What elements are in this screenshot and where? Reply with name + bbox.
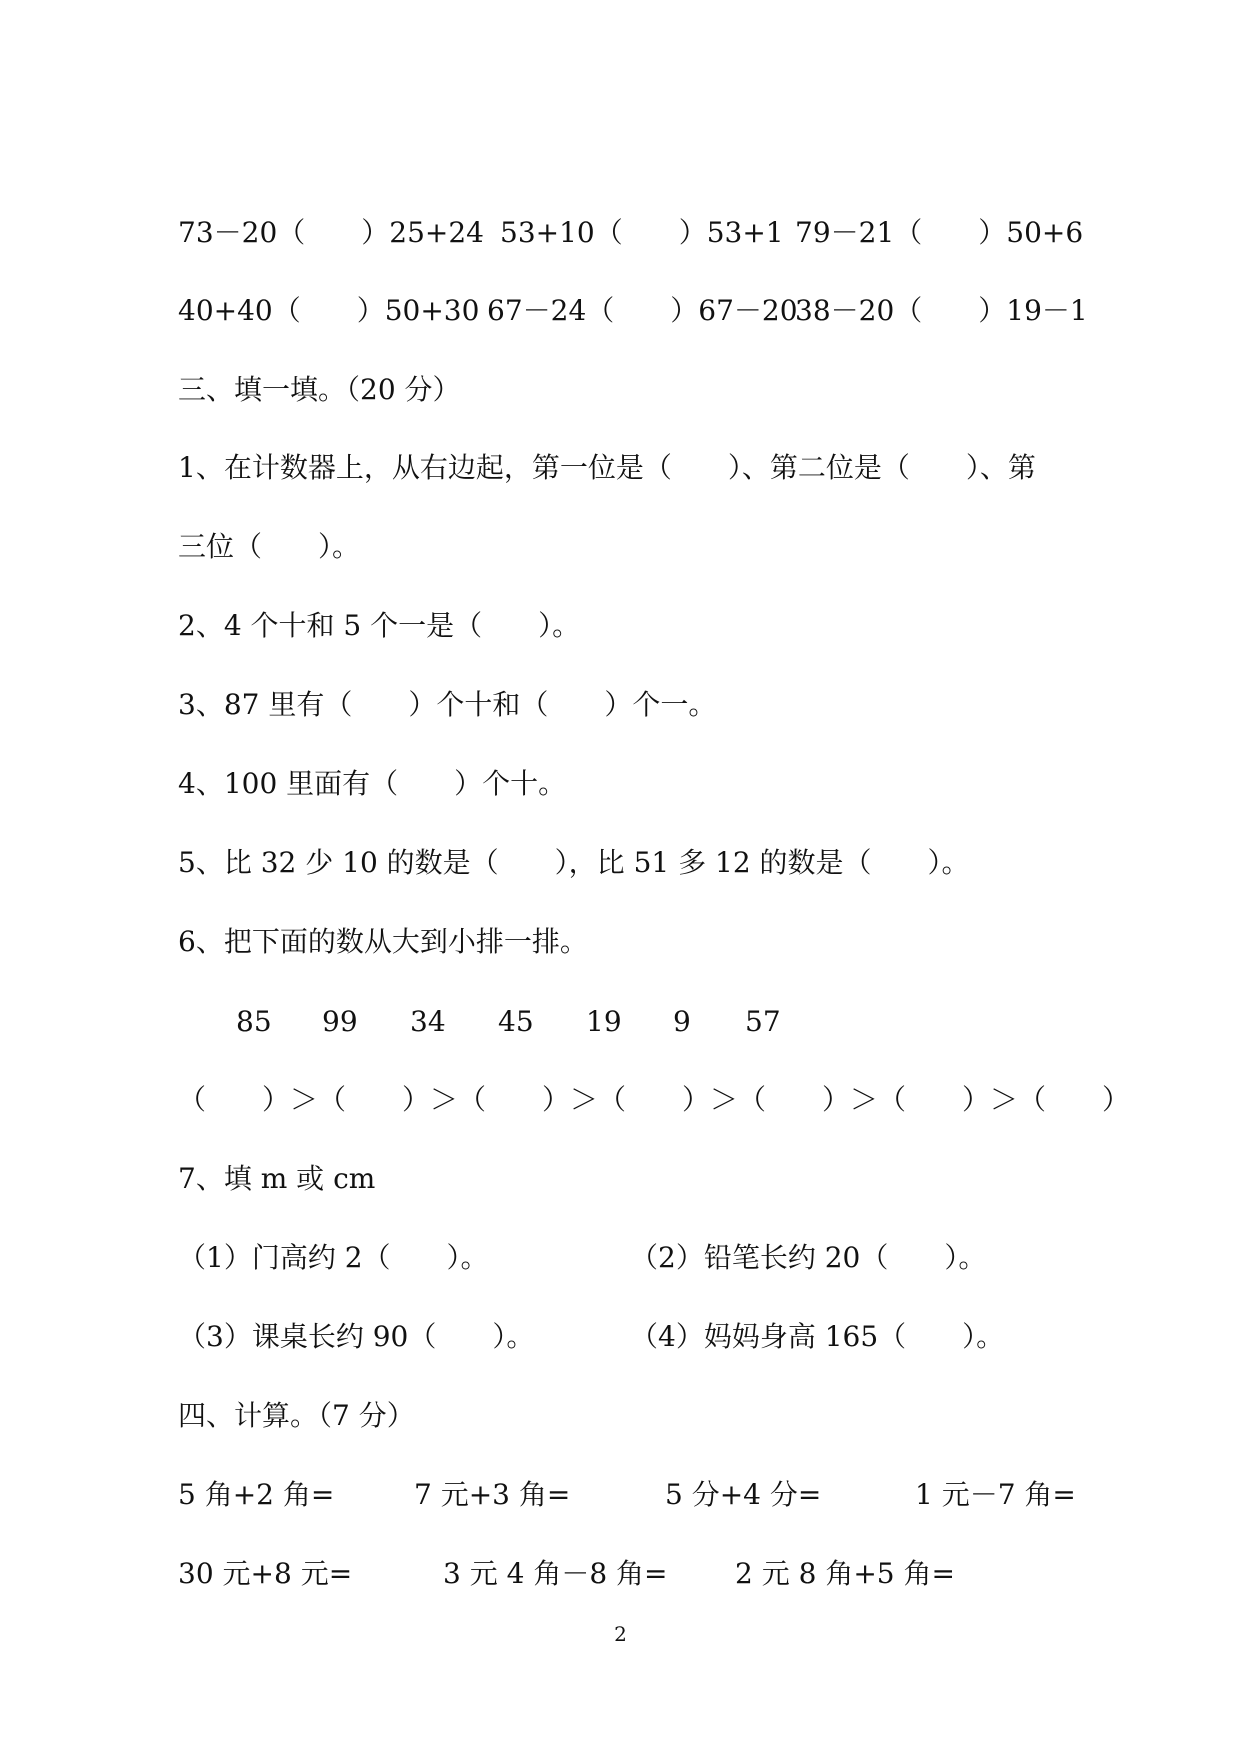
calc-item: 5 分+4 分= [665,1478,822,1511]
question-7-item: （2）铅笔长约 20（ ）。 [630,1241,987,1274]
compare-item: 40+40（ ）50+30 [178,294,480,327]
number-item: 34 [410,1005,446,1038]
question-4: 4、100 里面有（ ）个十。 [178,767,567,800]
question-2: 2、4 个十和 5 个一是（ ）。 [178,609,581,642]
question-6: 6、把下面的数从大到小排一排。 [178,925,588,958]
question-7-item: （4）妈妈身高 165（ ）。 [630,1320,1005,1353]
section-3-heading: 三、填一填。（20 分） [178,373,461,406]
section-4-heading: 四、计算。（7 分） [178,1399,415,1432]
question-3: 3、87 里有（ ）个十和（ ）个一。 [178,688,717,721]
compare-item: 79－21（ ）50+6 [795,216,1084,249]
number-item: 19 [586,1005,622,1038]
compare-item: 67－24（ ）67－20 [487,294,798,327]
compare-item: 53+10（ ）53+1 [500,216,784,249]
number-item: 85 [236,1005,272,1038]
number-item: 57 [745,1005,781,1038]
question-7-item: （3）课桌长约 90（ ）。 [178,1320,535,1353]
calc-item: 5 角+2 角= [178,1478,335,1511]
page-number: 2 [614,1622,627,1646]
question-1-line-1: 1、在计数器上，从右边起，第一位是（ ）、第二位是（ ）、第 [178,451,1036,484]
question-5: 5、比 32 少 10 的数是（ ），比 51 多 12 的数是（ ）。 [178,846,970,879]
number-item: 99 [322,1005,358,1038]
calc-item: 2 元 8 角+5 角= [735,1557,955,1590]
number-item: 9 [673,1005,691,1038]
calc-item: 7 元+3 角= [414,1478,571,1511]
compare-item: 38－20（ ）19－1 [795,294,1088,327]
question-1-line-2: 三位（ ）。 [178,530,361,563]
question-6-blanks: （ ）＞（ ）＞（ ）＞（ ）＞（ ）＞（ ）＞（ ） [178,1083,1131,1116]
calc-item: 1 元－7 角= [915,1478,1076,1511]
calc-item: 3 元 4 角－8 角= [443,1557,668,1590]
number-item: 45 [498,1005,534,1038]
calc-item: 30 元+8 元= [178,1557,353,1590]
compare-item: 73－20（ ）25+24 [178,216,484,249]
question-7-item: （1）门高约 2（ ）。 [178,1241,489,1274]
question-7: 7、填 m 或 cm [178,1162,376,1195]
